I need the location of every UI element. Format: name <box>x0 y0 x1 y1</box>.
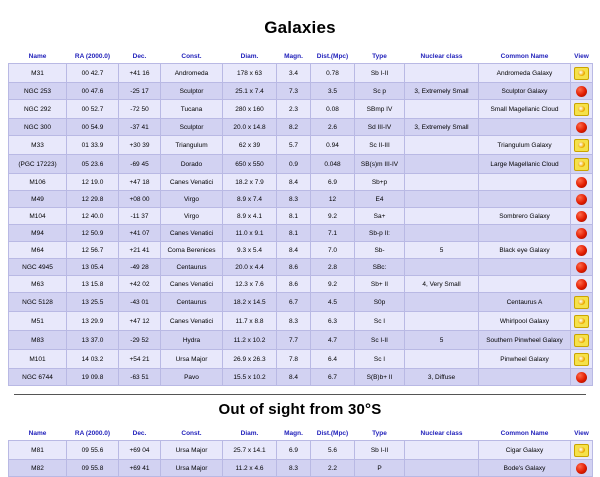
cell-dist: 9.2 <box>311 276 355 293</box>
table-row[interactable] <box>9 259 593 276</box>
column2-header-type: Type <box>355 427 405 441</box>
cell-ra: 09 55.6 <box>67 441 119 460</box>
cell-nuclear-class: 3, Diffuse <box>405 369 479 386</box>
cell-common-name <box>479 174 571 191</box>
section2-title: Out of sight from 30°S <box>218 401 382 418</box>
column-header-magn: Magn. <box>277 50 311 64</box>
red-dot-icon[interactable] <box>576 228 587 239</box>
cell-common-name: Triangulum Galaxy <box>479 136 571 155</box>
cell-const: Ursa Major <box>161 441 223 460</box>
cell-ra: 13 29.9 <box>67 312 119 331</box>
cell-diam: 25.7 x 14.1 <box>223 441 277 460</box>
cell-type: Sb I-II <box>355 64 405 83</box>
cell-dist: 4.5 <box>311 293 355 312</box>
cell-diam: 15.5 x 10.2 <box>223 369 277 386</box>
cell-dec: -69 45 <box>119 155 161 174</box>
cell-ra: 14 03.2 <box>67 350 119 369</box>
cell-dec: -11 37 <box>119 208 161 225</box>
galaxy-thumbnail-icon[interactable] <box>574 139 589 152</box>
cell-type: Sb+ II <box>355 276 405 293</box>
cell-dist: 2.6 <box>311 119 355 136</box>
cell-const: Tucana <box>161 100 223 119</box>
cell-ra: 05 23.6 <box>67 155 119 174</box>
red-dot-icon[interactable] <box>576 279 587 290</box>
cell-name: NGC 253 <box>9 83 67 100</box>
cell-name: M101 <box>9 350 67 369</box>
column-header-dist: Dist.(Mpc) <box>311 50 355 64</box>
cell-magn: 8.3 <box>277 312 311 331</box>
red-dot-icon[interactable] <box>576 122 587 133</box>
column-header-diam: Diam. <box>223 50 277 64</box>
cell-type: Sc I <box>355 312 405 331</box>
column2-header-common: Common Name <box>479 427 571 441</box>
cell-const: Centaurus <box>161 293 223 312</box>
cell-diam: 178 x 63 <box>223 64 277 83</box>
cell-diam: 9.3 x 5.4 <box>223 242 277 259</box>
cell-name: NGC 4945 <box>9 259 67 276</box>
cell-type: Sa+ <box>355 208 405 225</box>
cell-nuclear-class <box>405 225 479 242</box>
cell-diam: 20.0 x 14.8 <box>223 119 277 136</box>
red-dot-icon[interactable] <box>571 83 593 100</box>
cell-ra: 00 47.6 <box>67 83 119 100</box>
column-header-dec: Dec. <box>119 50 161 64</box>
cell-nuclear-class: 3, Extremely Small <box>405 83 479 100</box>
cell-dec: +47 12 <box>119 312 161 331</box>
column2-header-view: View <box>571 427 593 441</box>
cell-common-name <box>479 259 571 276</box>
cell-type: Sc I <box>355 350 405 369</box>
cell-common-name: Pinwheel Galaxy <box>479 350 571 369</box>
cell-dec: +30 39 <box>119 136 161 155</box>
cell-dec: +42 02 <box>119 276 161 293</box>
cell-nuclear-class <box>405 208 479 225</box>
cell-diam: 11.0 x 9.1 <box>223 225 277 242</box>
cell-magn: 8.1 <box>277 225 311 242</box>
cell-name: NGC 6744 <box>9 369 67 386</box>
cell-dec: -25 17 <box>119 83 161 100</box>
cell-nuclear-class <box>405 350 479 369</box>
galaxy-thumbnail-icon[interactable] <box>574 315 589 328</box>
cell-name: M33 <box>9 136 67 155</box>
galaxy-thumbnail-icon[interactable] <box>574 67 589 80</box>
cell-dist: 6.3 <box>311 312 355 331</box>
cell-diam: 18.2 x 7.9 <box>223 174 277 191</box>
cell-diam: 11.2 x 10.2 <box>223 331 277 350</box>
cell-const: Dorado <box>161 155 223 174</box>
cell-type: Sb- <box>355 242 405 259</box>
table-row[interactable] <box>9 242 593 259</box>
table-row[interactable] <box>9 64 593 83</box>
table-row[interactable] <box>9 208 593 225</box>
cell-magn: 8.2 <box>277 119 311 136</box>
cell-const: Canes Venatici <box>161 225 223 242</box>
cell-dist: 6.9 <box>311 174 355 191</box>
column2-header-ra: RA (2000.0) <box>67 427 119 441</box>
cell-type: Sc II-III <box>355 136 405 155</box>
cell-name: M51 <box>9 312 67 331</box>
cell-magn: 0.9 <box>277 155 311 174</box>
red-dot-icon[interactable] <box>576 177 587 188</box>
table2-header-row <box>9 427 593 441</box>
cell-type: Sb+p <box>355 174 405 191</box>
cell-const: Coma Berenices <box>161 242 223 259</box>
cell-nuclear-class <box>405 293 479 312</box>
cell-dist: 7.0 <box>311 242 355 259</box>
galaxy-thumbnail-icon[interactable] <box>574 158 589 171</box>
out-of-sight-table <box>8 427 593 477</box>
cell-const: Canes Venatici <box>161 312 223 331</box>
cell-magn: 6.7 <box>277 293 311 312</box>
cell-common-name: Whirlpool Galaxy <box>479 312 571 331</box>
cell-const: Andromeda <box>161 64 223 83</box>
cell-diam: 11.2 x 4.6 <box>223 460 277 477</box>
cell-nuclear-class <box>405 64 479 83</box>
cell-magn: 8.4 <box>277 242 311 259</box>
cell-ra: 01 33.9 <box>67 136 119 155</box>
cell-ra: 00 52.7 <box>67 100 119 119</box>
cell-ra: 13 37.0 <box>67 331 119 350</box>
cell-name: M63 <box>9 276 67 293</box>
cell-name: M31 <box>9 64 67 83</box>
red-dot-icon[interactable] <box>571 174 593 191</box>
red-dot-icon[interactable] <box>571 191 593 208</box>
cell-nuclear-class <box>405 312 479 331</box>
column2-header-magn: Magn. <box>277 427 311 441</box>
column2-header-name: Name <box>9 427 67 441</box>
red-dot-icon[interactable] <box>576 245 587 256</box>
cell-common-name: Cigar Galaxy <box>479 441 571 460</box>
table-row[interactable] <box>9 136 593 155</box>
cell-dist: 6.4 <box>311 350 355 369</box>
cell-diam: 18.2 x 14.5 <box>223 293 277 312</box>
cell-ra: 13 15.8 <box>67 276 119 293</box>
galaxies-table <box>8 50 593 386</box>
galaxy-thumbnail-icon[interactable] <box>571 312 593 331</box>
cell-nuclear-class: 3, Extremely Small <box>405 119 479 136</box>
cell-common-name <box>479 191 571 208</box>
cell-diam: 25.1 x 7.4 <box>223 83 277 100</box>
cell-ra: 12 56.7 <box>67 242 119 259</box>
cell-const: Virgo <box>161 208 223 225</box>
cell-nuclear-class: 5 <box>405 242 479 259</box>
cell-const: Centaurus <box>161 259 223 276</box>
column-header-nuclear: Nuclear class <box>405 50 479 64</box>
cell-diam: 280 x 160 <box>223 100 277 119</box>
cell-common-name: Andromeda Galaxy <box>479 64 571 83</box>
cell-type: SBc: <box>355 259 405 276</box>
red-dot-icon[interactable] <box>571 242 593 259</box>
cell-ra: 12 29.8 <box>67 191 119 208</box>
cell-diam: 20.0 x 4.4 <box>223 259 277 276</box>
cell-dec: -63 51 <box>119 369 161 386</box>
cell-ra: 12 19.0 <box>67 174 119 191</box>
column-header-type: Type <box>355 50 405 64</box>
cell-dist: 7.1 <box>311 225 355 242</box>
cell-diam: 12.3 x 7.6 <box>223 276 277 293</box>
cell-nuclear-class <box>405 259 479 276</box>
cell-type: S(B)b+ II <box>355 369 405 386</box>
cell-type: Sb I-II <box>355 441 405 460</box>
cell-dec: +54 21 <box>119 350 161 369</box>
cell-dec: -43 01 <box>119 293 161 312</box>
column-header-view: View <box>571 50 593 64</box>
cell-diam: 8.9 x 7.4 <box>223 191 277 208</box>
cell-diam: 62 x 39 <box>223 136 277 155</box>
cell-name: M83 <box>9 331 67 350</box>
galaxy-thumbnail-icon[interactable] <box>571 331 593 350</box>
column-header-const: Const. <box>161 50 223 64</box>
cell-common-name: Centaurus A <box>479 293 571 312</box>
cell-nuclear-class: 4, Very Small <box>405 276 479 293</box>
cell-dist: 2.2 <box>311 460 355 477</box>
galaxy-thumbnail-icon[interactable] <box>574 296 589 309</box>
table-row[interactable] <box>9 119 593 136</box>
table-row[interactable] <box>9 331 593 350</box>
cell-dist: 4.7 <box>311 331 355 350</box>
cell-type: S0p <box>355 293 405 312</box>
cell-ra: 13 05.4 <box>67 259 119 276</box>
column-header-ra: RA (2000.0) <box>67 50 119 64</box>
cell-type: Sd III-IV <box>355 119 405 136</box>
cell-dec: +41 16 <box>119 64 161 83</box>
cell-ra: 00 42.7 <box>67 64 119 83</box>
cell-const: Sculptor <box>161 83 223 100</box>
column-header-name: Name <box>9 50 67 64</box>
table-row[interactable] <box>9 293 593 312</box>
cell-dist: 2.8 <box>311 259 355 276</box>
table-row[interactable] <box>9 225 593 242</box>
red-dot-icon[interactable] <box>571 119 593 136</box>
cell-common-name <box>479 225 571 242</box>
cell-common-name <box>479 119 571 136</box>
galaxy-thumbnail-icon[interactable] <box>571 136 593 155</box>
red-dot-icon[interactable] <box>576 86 587 97</box>
cell-const: Ursa Major <box>161 350 223 369</box>
cell-ra: 12 40.0 <box>67 208 119 225</box>
cell-dec: +47 18 <box>119 174 161 191</box>
galaxy-thumbnail-icon[interactable] <box>571 155 593 174</box>
cell-dec: -29 52 <box>119 331 161 350</box>
cell-magn: 6.9 <box>277 441 311 460</box>
cell-magn: 3.4 <box>277 64 311 83</box>
cell-nuclear-class <box>405 155 479 174</box>
column-header-common: Common Name <box>479 50 571 64</box>
cell-diam: 8.9 x 4.1 <box>223 208 277 225</box>
cell-ra: 12 50.9 <box>67 225 119 242</box>
cell-name: NGC 5128 <box>9 293 67 312</box>
red-dot-icon[interactable] <box>571 369 593 386</box>
cell-name: M81 <box>9 441 67 460</box>
cell-dist: 0.94 <box>311 136 355 155</box>
cell-dec: +21 41 <box>119 242 161 259</box>
cell-name: NGC 292 <box>9 100 67 119</box>
cell-magn: 8.4 <box>277 174 311 191</box>
cell-dist: 5.6 <box>311 441 355 460</box>
cell-name: M49 <box>9 191 67 208</box>
cell-nuclear-class <box>405 441 479 460</box>
cell-const: Hydra <box>161 331 223 350</box>
cell-common-name <box>479 276 571 293</box>
cell-const: Canes Venatici <box>161 174 223 191</box>
galaxy-thumbnail-icon[interactable] <box>571 100 593 119</box>
cell-magn: 7.8 <box>277 350 311 369</box>
cell-magn: 8.1 <box>277 208 311 225</box>
cell-name: NGC 300 <box>9 119 67 136</box>
table-row[interactable] <box>9 350 593 369</box>
cell-dec: +08 00 <box>119 191 161 208</box>
cell-dec: -37 41 <box>119 119 161 136</box>
red-dot-icon[interactable] <box>576 211 587 222</box>
cell-dec: +69 41 <box>119 460 161 477</box>
cell-ra: 09 55.8 <box>67 460 119 477</box>
cell-const: Triangulum <box>161 136 223 155</box>
cell-magn: 8.6 <box>277 259 311 276</box>
cell-dec: -49 28 <box>119 259 161 276</box>
cell-common-name: Black eye Galaxy <box>479 242 571 259</box>
cell-ra: 19 09.8 <box>67 369 119 386</box>
cell-magn: 8.6 <box>277 276 311 293</box>
galaxy-thumbnail-icon[interactable] <box>571 350 593 369</box>
cell-dec: +41 07 <box>119 225 161 242</box>
cell-magn: 7.3 <box>277 83 311 100</box>
column2-header-nuclear: Nuclear class <box>405 427 479 441</box>
red-dot-icon[interactable] <box>571 460 593 477</box>
cell-nuclear-class: 5 <box>405 331 479 350</box>
table-row[interactable] <box>9 460 593 477</box>
cell-magn: 8.4 <box>277 369 311 386</box>
table-row[interactable] <box>9 276 593 293</box>
cell-common-name: Large Magellanic Cloud <box>479 155 571 174</box>
column2-header-diam: Diam. <box>223 427 277 441</box>
cell-common-name: Bode's Galaxy <box>479 460 571 477</box>
cell-dec: -72 50 <box>119 100 161 119</box>
cell-nuclear-class <box>405 191 479 208</box>
cell-const: Ursa Major <box>161 460 223 477</box>
table-row[interactable] <box>9 100 593 119</box>
cell-const: Pavo <box>161 369 223 386</box>
page-title: Galaxies <box>264 18 336 37</box>
cell-name: M94 <box>9 225 67 242</box>
cell-dist: 9.2 <box>311 208 355 225</box>
red-dot-icon[interactable] <box>571 276 593 293</box>
cell-magn: 7.7 <box>277 331 311 350</box>
red-dot-icon[interactable] <box>576 372 587 383</box>
section-divider <box>14 394 586 395</box>
cell-dist: 6.7 <box>311 369 355 386</box>
galaxy-thumbnail-icon[interactable] <box>574 353 589 366</box>
cell-magn: 8.3 <box>277 191 311 208</box>
cell-nuclear-class <box>405 100 479 119</box>
cell-name: M104 <box>9 208 67 225</box>
table-row[interactable] <box>9 155 593 174</box>
cell-common-name: Sculptor Galaxy <box>479 83 571 100</box>
cell-type: SBmp IV <box>355 100 405 119</box>
cell-name: (PGC 17223) <box>9 155 67 174</box>
cell-dec: +69 04 <box>119 441 161 460</box>
galaxy-thumbnail-icon[interactable] <box>574 334 589 347</box>
cell-magn: 8.3 <box>277 460 311 477</box>
galaxy-thumbnail-icon[interactable] <box>571 293 593 312</box>
table-row[interactable] <box>9 191 593 208</box>
table-row[interactable] <box>9 83 593 100</box>
table-row[interactable] <box>9 312 593 331</box>
document-page <box>0 18 600 470</box>
cell-type: Sc I-II <box>355 331 405 350</box>
galaxy-thumbnail-icon[interactable] <box>574 444 589 457</box>
galaxy-thumbnail-icon[interactable] <box>571 64 593 83</box>
cell-type: E4 <box>355 191 405 208</box>
cell-const: Virgo <box>161 191 223 208</box>
cell-nuclear-class <box>405 174 479 191</box>
cell-name: M64 <box>9 242 67 259</box>
red-dot-icon[interactable] <box>571 259 593 276</box>
red-dot-icon[interactable] <box>576 463 587 474</box>
table-row[interactable] <box>9 174 593 191</box>
cell-dist: 3.5 <box>311 83 355 100</box>
cell-dist: 0.048 <box>311 155 355 174</box>
cell-type: P <box>355 460 405 477</box>
red-dot-icon[interactable] <box>571 208 593 225</box>
cell-type: Sb-p II: <box>355 225 405 242</box>
red-dot-icon[interactable] <box>576 262 587 273</box>
cell-dist: 12 <box>311 191 355 208</box>
cell-diam: 26.9 x 26.3 <box>223 350 277 369</box>
galaxy-thumbnail-icon[interactable] <box>574 103 589 116</box>
column2-header-const: Const. <box>161 427 223 441</box>
cell-ra: 13 25.5 <box>67 293 119 312</box>
red-dot-icon[interactable] <box>571 225 593 242</box>
cell-type: SB(s)m III-IV <box>355 155 405 174</box>
cell-type: Sc p <box>355 83 405 100</box>
cell-magn: 5.7 <box>277 136 311 155</box>
column2-header-dist: Dist.(Mpc) <box>311 427 355 441</box>
cell-const: Canes Venatici <box>161 276 223 293</box>
cell-magn: 2.3 <box>277 100 311 119</box>
table-header-row <box>9 50 593 64</box>
cell-name: M82 <box>9 460 67 477</box>
cell-diam: 650 x 550 <box>223 155 277 174</box>
cell-ra: 00 54.9 <box>67 119 119 136</box>
cell-nuclear-class <box>405 136 479 155</box>
cell-common-name: Sombrero Galaxy <box>479 208 571 225</box>
red-dot-icon[interactable] <box>576 194 587 205</box>
table-row[interactable] <box>9 369 593 386</box>
cell-dist: 0.08 <box>311 100 355 119</box>
cell-nuclear-class <box>405 460 479 477</box>
galaxy-thumbnail-icon[interactable] <box>571 441 593 460</box>
cell-common-name: Small Magellanic Cloud <box>479 100 571 119</box>
table-row[interactable] <box>9 441 593 460</box>
cell-const: Sculptor <box>161 119 223 136</box>
cell-common-name: Southern Pinwheel Galaxy <box>479 331 571 350</box>
column2-header-dec: Dec. <box>119 427 161 441</box>
cell-name: M106 <box>9 174 67 191</box>
cell-diam: 11.7 x 8.8 <box>223 312 277 331</box>
cell-dist: 0.78 <box>311 64 355 83</box>
cell-common-name <box>479 369 571 386</box>
